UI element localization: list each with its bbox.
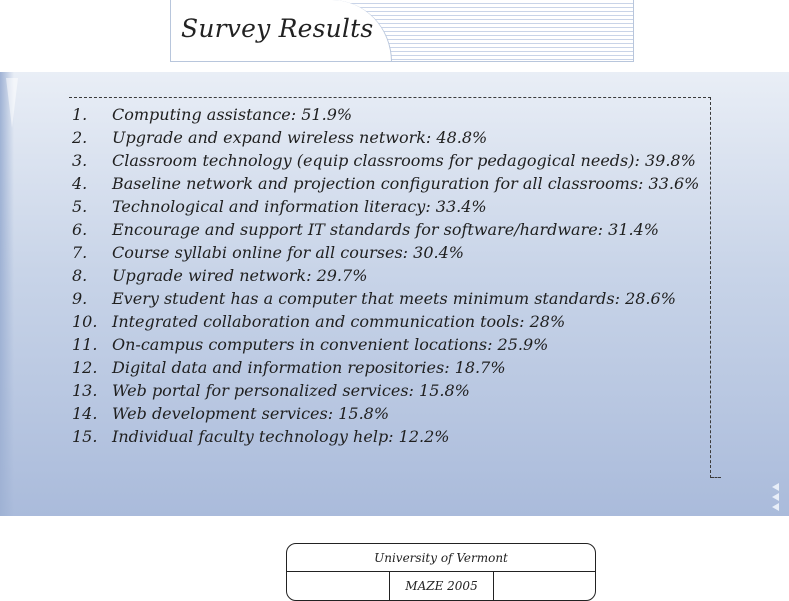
footer-institution: University of Vermont — [287, 544, 595, 572]
list-item — [72, 356, 699, 379]
item-number: 8. — [72, 266, 88, 285]
list-item — [72, 264, 699, 287]
item-number: 6. — [72, 220, 88, 239]
item-number: 11. — [72, 335, 98, 354]
item-text: Web development services: 15.8% — [112, 404, 390, 423]
list-item — [72, 310, 699, 333]
survey-results-list — [72, 103, 699, 448]
footer-left-cell — [287, 572, 390, 600]
item-text: Digital data and information repositories: 18.7% — [112, 358, 506, 377]
item-text: Encourage and support IT standards for software/hardware: 31.4% — [112, 220, 659, 239]
item-text: Every student has a computer that meets minimum standards: 28.6% — [112, 289, 676, 308]
item-text: Classroom technology (equip classrooms for pedagogical needs): 39.8% — [112, 151, 696, 170]
item-number: 15. — [72, 427, 98, 446]
footer-event: MAZE 2005 — [390, 572, 494, 600]
item-text: Upgrade wired network: 29.7% — [112, 266, 368, 285]
item-number: 4. — [72, 174, 88, 193]
previous-slide-arrow-icon[interactable] — [772, 483, 784, 513]
item-text: Upgrade and expand wireless network: 48.8% — [112, 128, 488, 147]
item-number: 7. — [72, 243, 88, 262]
list-item — [72, 149, 699, 172]
list-item — [72, 126, 699, 149]
item-number: 13. — [72, 381, 98, 400]
item-number: 10. — [72, 312, 98, 331]
item-text: Integrated collaboration and communication tools: 28% — [112, 312, 566, 331]
item-number: 2. — [72, 128, 88, 147]
item-text: Baseline network and projection configuration for all classrooms: 33.6% — [112, 174, 700, 193]
item-text: Individual faculty technology help: 12.2% — [112, 427, 450, 446]
item-text: Web portal for personalized services: 15.8% — [112, 381, 470, 400]
list-item — [72, 103, 699, 126]
item-number: 3. — [72, 151, 88, 170]
list-item — [72, 333, 699, 356]
list-item — [72, 425, 699, 448]
item-text: Computing assistance: 51.9% — [112, 105, 353, 124]
item-text: On-campus computers in convenient locations: 25.9% — [112, 335, 549, 354]
list-item — [72, 195, 699, 218]
item-text: Technological and information literacy: 33.4% — [112, 197, 487, 216]
list-item — [72, 402, 699, 425]
panel-left-edge — [0, 72, 14, 516]
footer-right-cell — [494, 572, 595, 600]
item-number: 12. — [72, 358, 98, 377]
dashed-frame-tick — [711, 477, 721, 478]
list-item — [72, 218, 699, 241]
item-number: 14. — [72, 404, 98, 423]
panel-decoration — [6, 78, 18, 128]
item-number: 9. — [72, 289, 88, 308]
list-item — [72, 379, 699, 402]
title-tab — [170, 0, 634, 62]
list-item — [72, 241, 699, 264]
slide-title: Survey Results — [181, 14, 374, 43]
item-number: 5. — [72, 197, 88, 216]
item-text: Course syllabi online for all courses: 30.4% — [112, 243, 464, 262]
list-item — [72, 172, 699, 195]
content-panel — [0, 72, 789, 516]
item-number: 1. — [72, 105, 88, 124]
footer — [286, 543, 596, 601]
list-item — [72, 287, 699, 310]
